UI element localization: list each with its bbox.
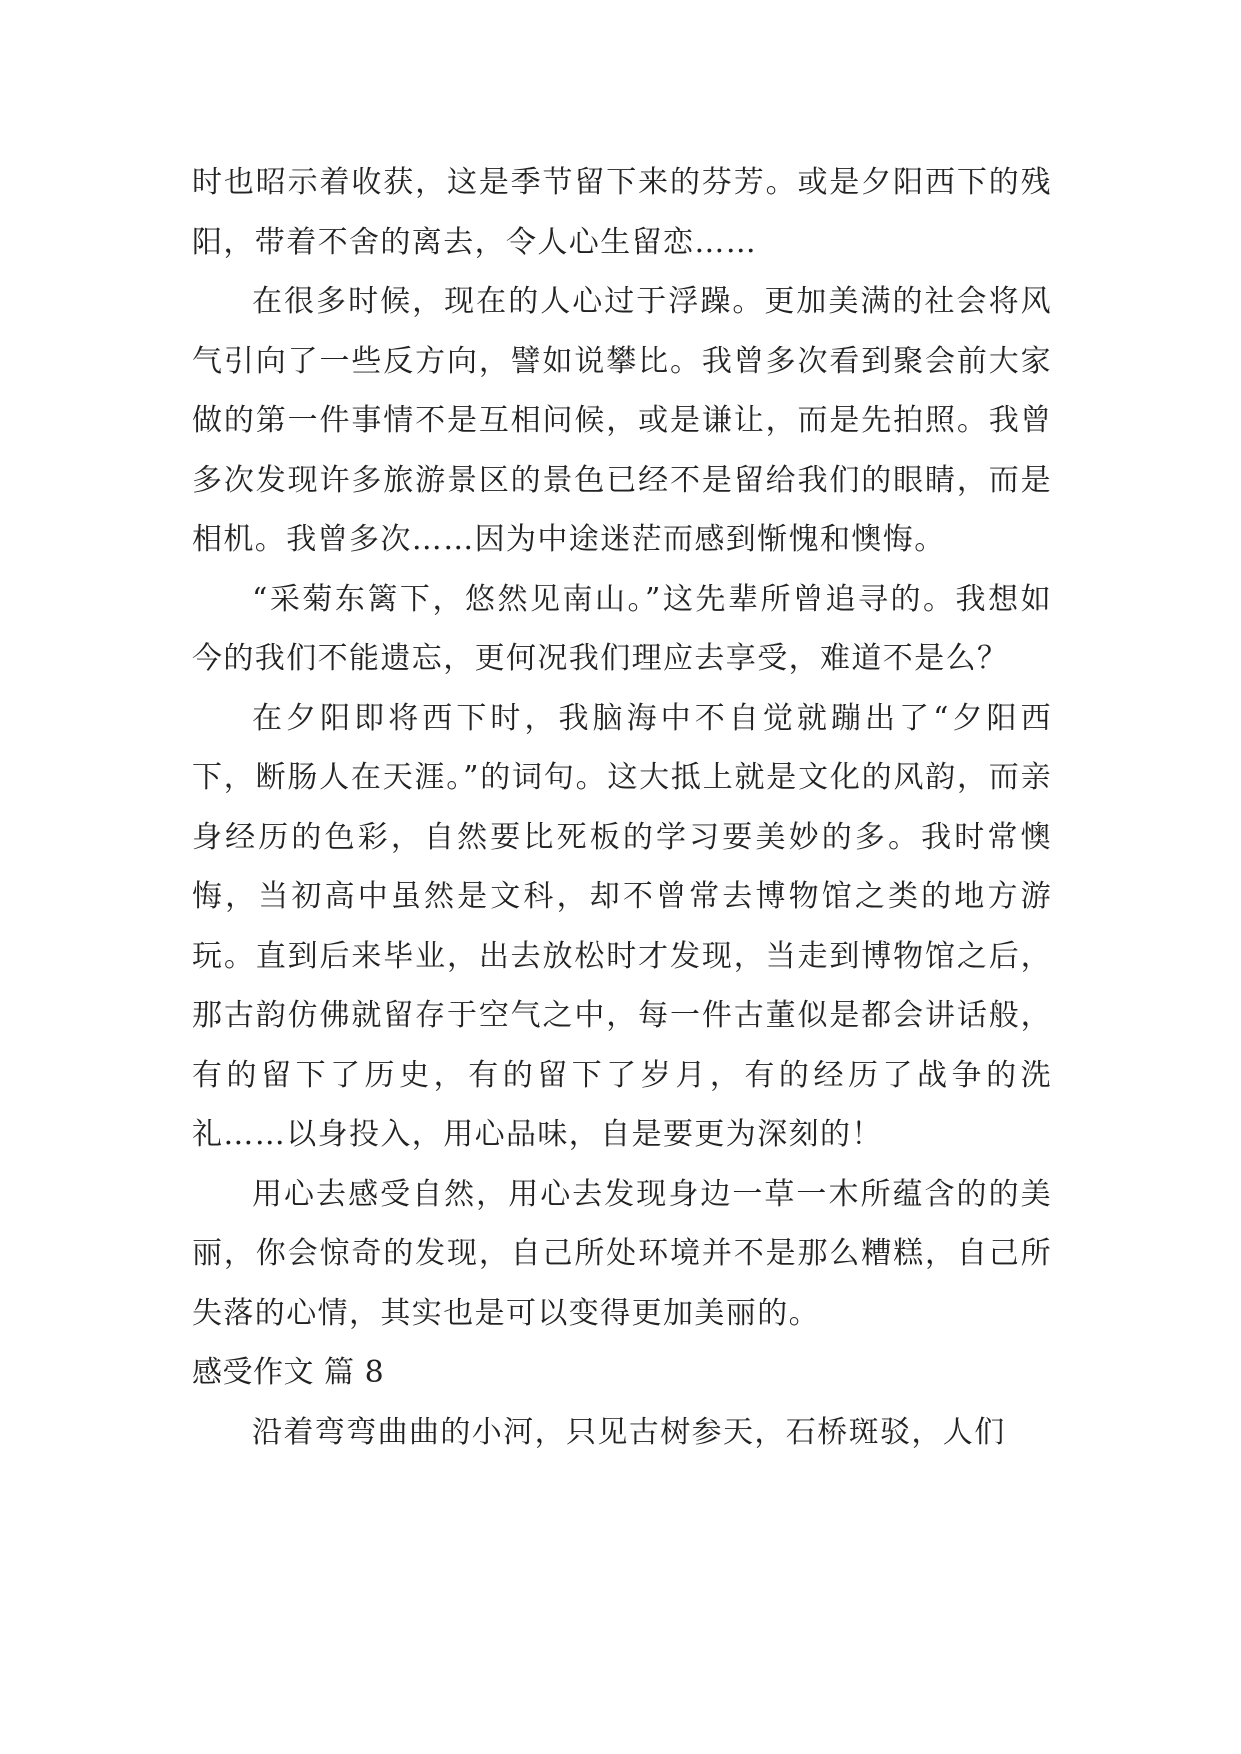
paragraph-continuation: 时也昭示着收获，这是季节留下来的芬芳。或是夕阳西下的残阳，带着不舍的离去，令人心生留恋…… [192, 165, 1052, 260]
paragraph: 在夕阳即将西下时，我脑海中不自觉就蹦出了“夕阳西下，断肠人在天涯。”的词句。这大抵上就是文化的风韵，而亲身经历的色彩，自然要比死板的学习要美妙的多。我时常懊悔，当初高中虽然是文科，却不曾常去博物馆之类的地方游玩。直到后来毕业，出去放松时才发现，当走到博物馆之后，那古韵仿佛就留存于空气之中，每一件古董似是都会讲话般，有的留下了历史，有的留下了岁月，有的经历了战争的洗礼……以身投入，用心品味，自是要更为深刻的！ [192, 700, 1052, 1152]
paragraph: 沿着弯弯曲曲的小河，只见古树参天，石桥斑驳，人们 [252, 1414, 1006, 1450]
paragraph: 在很多时候，现在的人心过于浮躁。更加美满的社会将风气引向了一些反方向，譬如说攀比。我曾多次看到聚会前大家做的第一件事情不是互相问候，或是谦让，而是先拍照。我曾多次发现许多旅游景区的景色已经不是留给我们的眼睛，而是相机。我曾多次……因为中途迷茫而感到惭愧和懊悔。 [192, 284, 1052, 557]
paragraph: 用心去感受自然，用心去发现身边一草一木所蕴含的的美丽，你会惊奇的发现，自己所处环境并不是那么糟糕，自己所失落的心情，其实也是可以变得更加美丽的。 [192, 1176, 1052, 1331]
document-body [192, 153, 1052, 1462]
paragraph: “采菊东篱下，悠然见南山。”这先辈所曾追寻的。我想如今的我们不能遗忘，更何况我们理应去享受，难道不是么？ [192, 581, 1052, 676]
section-heading: 感受作文 篇 8 [192, 1355, 385, 1390]
